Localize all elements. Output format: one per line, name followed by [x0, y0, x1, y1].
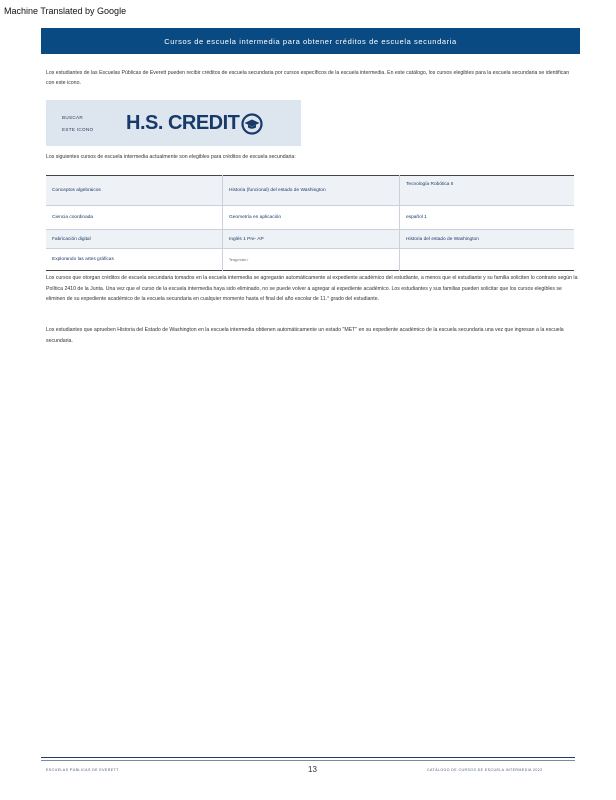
footer-catalog: CATÁLOGO DE CURSOS DE ESCUELA INTERMEDIA 2022: [427, 768, 543, 772]
table-cell: Tengo todo /: [223, 249, 400, 271]
table-cell: Fabricación digital: [46, 230, 223, 249]
table-cell: Conceptos algebraicos: [46, 176, 223, 206]
footer-divider-thin: [41, 760, 575, 761]
table-cell: Inglés 1 Pre- AP: [223, 230, 400, 249]
table-cell: Geometría en aplicación: [223, 206, 400, 230]
table-cell: Historia del estado de Washington: [400, 230, 575, 249]
eligible-courses-table: [46, 175, 574, 271]
table-row: [46, 230, 574, 249]
page-title: Cursos de escuela intermedia para obtener créditos de escuela secundaria: [164, 36, 457, 46]
table-cell: Explorando las artes gráficas: [46, 249, 223, 271]
table-cell: español 1: [400, 206, 575, 230]
eligible-courses-intro: Los siguientes cursos de escuela intermedia actualmente son elegibles para créditos de escuela secundaria:: [46, 154, 296, 160]
table-cell: Tecnología Robótica II: [400, 176, 575, 206]
machine-translated-label: Machine Translated by Google: [4, 6, 127, 16]
search-caption-line2: ESTE ICONO: [62, 127, 94, 132]
graduation-cap-icon: [241, 113, 263, 135]
transcript-policy-paragraph: Los cursos que otorgan créditos de escuela secundaria tomados en la escuela intermedia se agregarán automáticamente al expediente académico del estudiante, a menos que el estudiante y su familia soliciten lo contrario según la Política 2410 de la Junta. Una vez que el curso de la escuela intermedia haya sido eliminado, no se puede volver a agregar al expediente académico. Los estudiantes y sus familias pueden solicitar que los cursos elegibles se eliminen de su expediente académico de la escuela secundaria en cualquier momento hasta el final del año escolar de 11.° grado del estudiante.: [46, 275, 578, 302]
wa-history-paragraph: Los estudiantes que aprueben Historia del Estado de Washington en la escuela intermedia obtienen automáticamente un estado "MET" en su expediente académico de la escuela secundaria una vez que ingresan a la escuela secundaria.: [46, 327, 564, 344]
hs-credit-banner: [46, 100, 301, 146]
table-row: [46, 176, 574, 206]
hs-credit-logo: [126, 112, 263, 135]
hs-credit-logo-text: H.S. CREDIT: [126, 112, 240, 134]
table-cell: [400, 249, 575, 271]
table-cell: Historia (funcional) del estado de Washington: [223, 176, 400, 206]
table-row: [46, 249, 574, 271]
page-number: 13: [308, 765, 317, 774]
table-cell: Ciencia coordinada: [46, 206, 223, 230]
search-caption-line1: BUSCAR: [62, 115, 83, 120]
table-row: [46, 206, 574, 230]
footer-district: ESCUELAS PÚBLICAS DE EVERETT: [46, 768, 119, 772]
search-icon-caption: [62, 112, 93, 136]
page-title-bar: [41, 28, 580, 54]
footer-divider: [41, 757, 575, 758]
intro-paragraph: Los estudiantes de las Escuelas Públicas de Everett pueden recibir créditos de escuela secundaria por cursos específicos de la escuela intermedia. En este catálogo, los cursos elegibles para la escuela secundaria se identifican con este icono.: [46, 70, 570, 86]
